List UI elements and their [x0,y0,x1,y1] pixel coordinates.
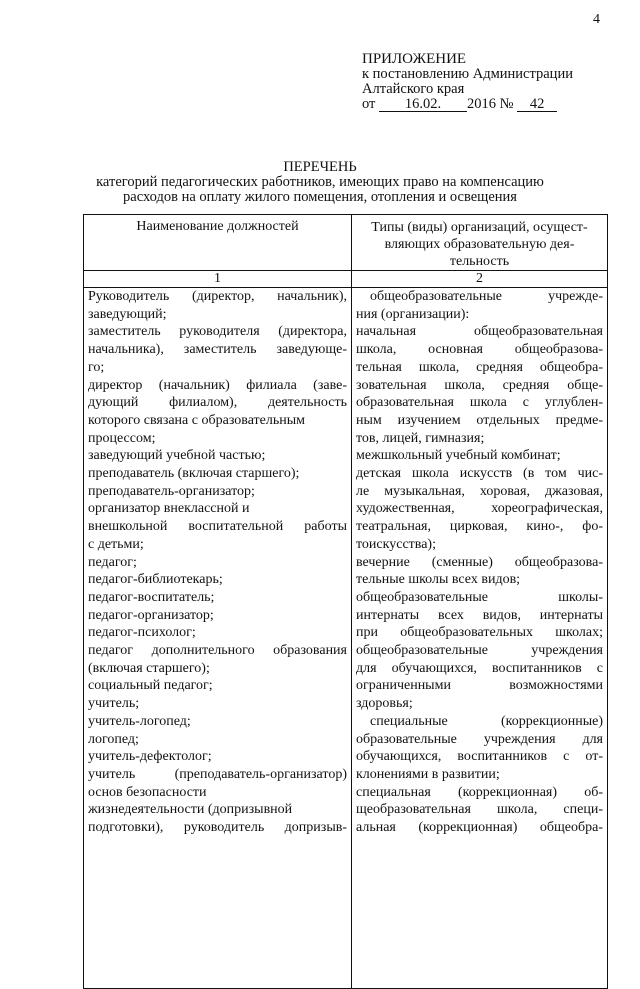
year-text: 2016 № [467,96,514,112]
title-line-2: расходов на оплату жилого помещения, отопления и освещения [123,189,517,205]
list-item: педагог-организатор; [88,607,214,623]
list-item: учитель; [88,696,140,712]
list-item: межшкольный учебный комбинат; [356,448,561,464]
list-item: подготовки), руководитель допризыв- [88,820,347,836]
appendix-line-region: Алтайского края [362,81,465,97]
page-number: 4 [593,12,600,27]
list-item: тов, лицей, гимназия; [356,430,485,446]
list-item: заместитель руководителя (директора, [88,324,347,340]
list-item: педагог-библиотекарь; [88,572,223,588]
list-item: ния (организации): [356,306,470,322]
list-item: преподаватель (включая старшего); [88,466,300,482]
list-item: жизнедеятельности (допризывной [88,802,293,818]
list-item: детская школа искусств (в том чис- [356,466,603,482]
list-item: ле музыкальная, хоровая, джазовая, [356,483,603,499]
list-item: щеобразовательная школа, специ- [356,802,603,818]
list-item: здоровья; [356,696,413,712]
list-item: образовательные учреждения для [356,731,603,747]
list-item: с детьми; [88,536,144,552]
col2-header-line: вляющих образовательную дея- [384,237,575,252]
list-item: внешкольной воспитательной работы [88,519,347,535]
appendix-line-resolution: к постановлению Администрации [362,66,573,82]
list-item: педагог; [88,554,137,570]
appendix-block [362,52,573,112]
col2-number: 2 [352,271,608,288]
list-item: (включая старшего); [88,660,210,676]
list-item: начальная общеобразовательная [356,324,603,340]
document-number: 42 [517,97,557,112]
title-block [20,160,620,205]
list-item: тельные школы всех видов; [356,572,521,588]
list-item: для обучающихся, воспитанников с [356,660,603,676]
list-item: заведующий учебной частью; [88,448,266,464]
table-body-row [84,288,608,989]
list-item: интернаты всех видов, интернаты [356,607,603,623]
list-item: при общеобразовательных школах; [356,625,603,641]
date-value: 16.02. [379,97,467,112]
list-item: общеобразовательные учреждения [356,643,603,659]
col2-header [352,215,608,271]
appendix-heading: ПРИЛОЖЕНИЕ [362,51,467,67]
table-number-row [84,271,608,288]
list-item: дующий филиалом), деятельность [88,395,347,411]
list-item: учитель (преподаватель-организатор) [88,766,347,782]
list-item: го; [88,359,105,375]
list-item: учитель-логопед; [88,713,191,729]
list-item: логопед; [88,731,139,747]
date-prefix: от [362,96,376,112]
col1-header: Наименование должностей [84,215,352,271]
list-item: тельная школа, средняя общеобра- [356,359,603,375]
list-item: основ безопасности [88,784,207,800]
list-item: театральная, цирковая, кино-, фо- [356,519,603,535]
list-item: школа, основная общеобразова- [356,342,603,358]
title-line-1: категорий педагогических работников, имеющих право на компенсацию [96,174,544,190]
list-item: художественная, хореографическая, [356,501,603,517]
col2-header-line: тельность [449,254,510,269]
list-item: преподаватель-организатор; [88,483,255,499]
list-item: тоискусства); [356,536,436,552]
list-item: специальные (коррекционные) [370,713,603,729]
list-item: общеобразовательные школы- [356,589,603,605]
list-item: ным изучением отдельных предме- [356,412,603,428]
list-item: педагог-воспитатель; [88,589,215,605]
col2-organizations [352,288,608,989]
list-item: ограниченными возможностями [356,678,603,694]
positions-table [83,214,608,989]
table-header-row [84,215,608,271]
list-item: директор (начальник) филиала (заве- [88,377,347,393]
list-item: педагог-психолог; [88,625,196,641]
list-item: организатор внеклассной и [88,501,250,517]
list-item: альная (коррекционная) общеобра- [356,820,603,836]
list-item: Руководитель (директор, начальник), [88,289,347,304]
list-item: образовательная школа с углублен- [356,395,603,411]
list-item: процессом; [88,430,156,446]
list-item: клонениями в развитии; [356,766,500,782]
list-item: специальная (коррекционная) об- [356,784,603,800]
list-item: которого связана с образовательным [88,412,305,428]
document-title: ПЕРЕЧЕНЬ [283,159,357,175]
list-item: зовательная школа, средняя обще- [356,377,603,393]
list-item: социальный педагог; [88,678,213,694]
list-item: вечерние (сменные) общеобразова- [356,554,603,570]
col1-positions [84,288,352,989]
list-item: педагог дополнительного образования [88,643,347,659]
list-item: начальника), заместитель заведующе- [88,342,347,358]
list-item: общеобразовательные учрежде- [370,289,603,304]
col2-header-line: Типы (виды) организаций, осущест- [371,220,588,235]
list-item: обучающихся, воспитанников с от- [356,749,603,765]
appendix-date-line [362,97,573,112]
list-item: заведующий; [88,306,167,322]
col1-number: 1 [84,271,352,288]
list-item: учитель-дефектолог; [88,749,212,765]
